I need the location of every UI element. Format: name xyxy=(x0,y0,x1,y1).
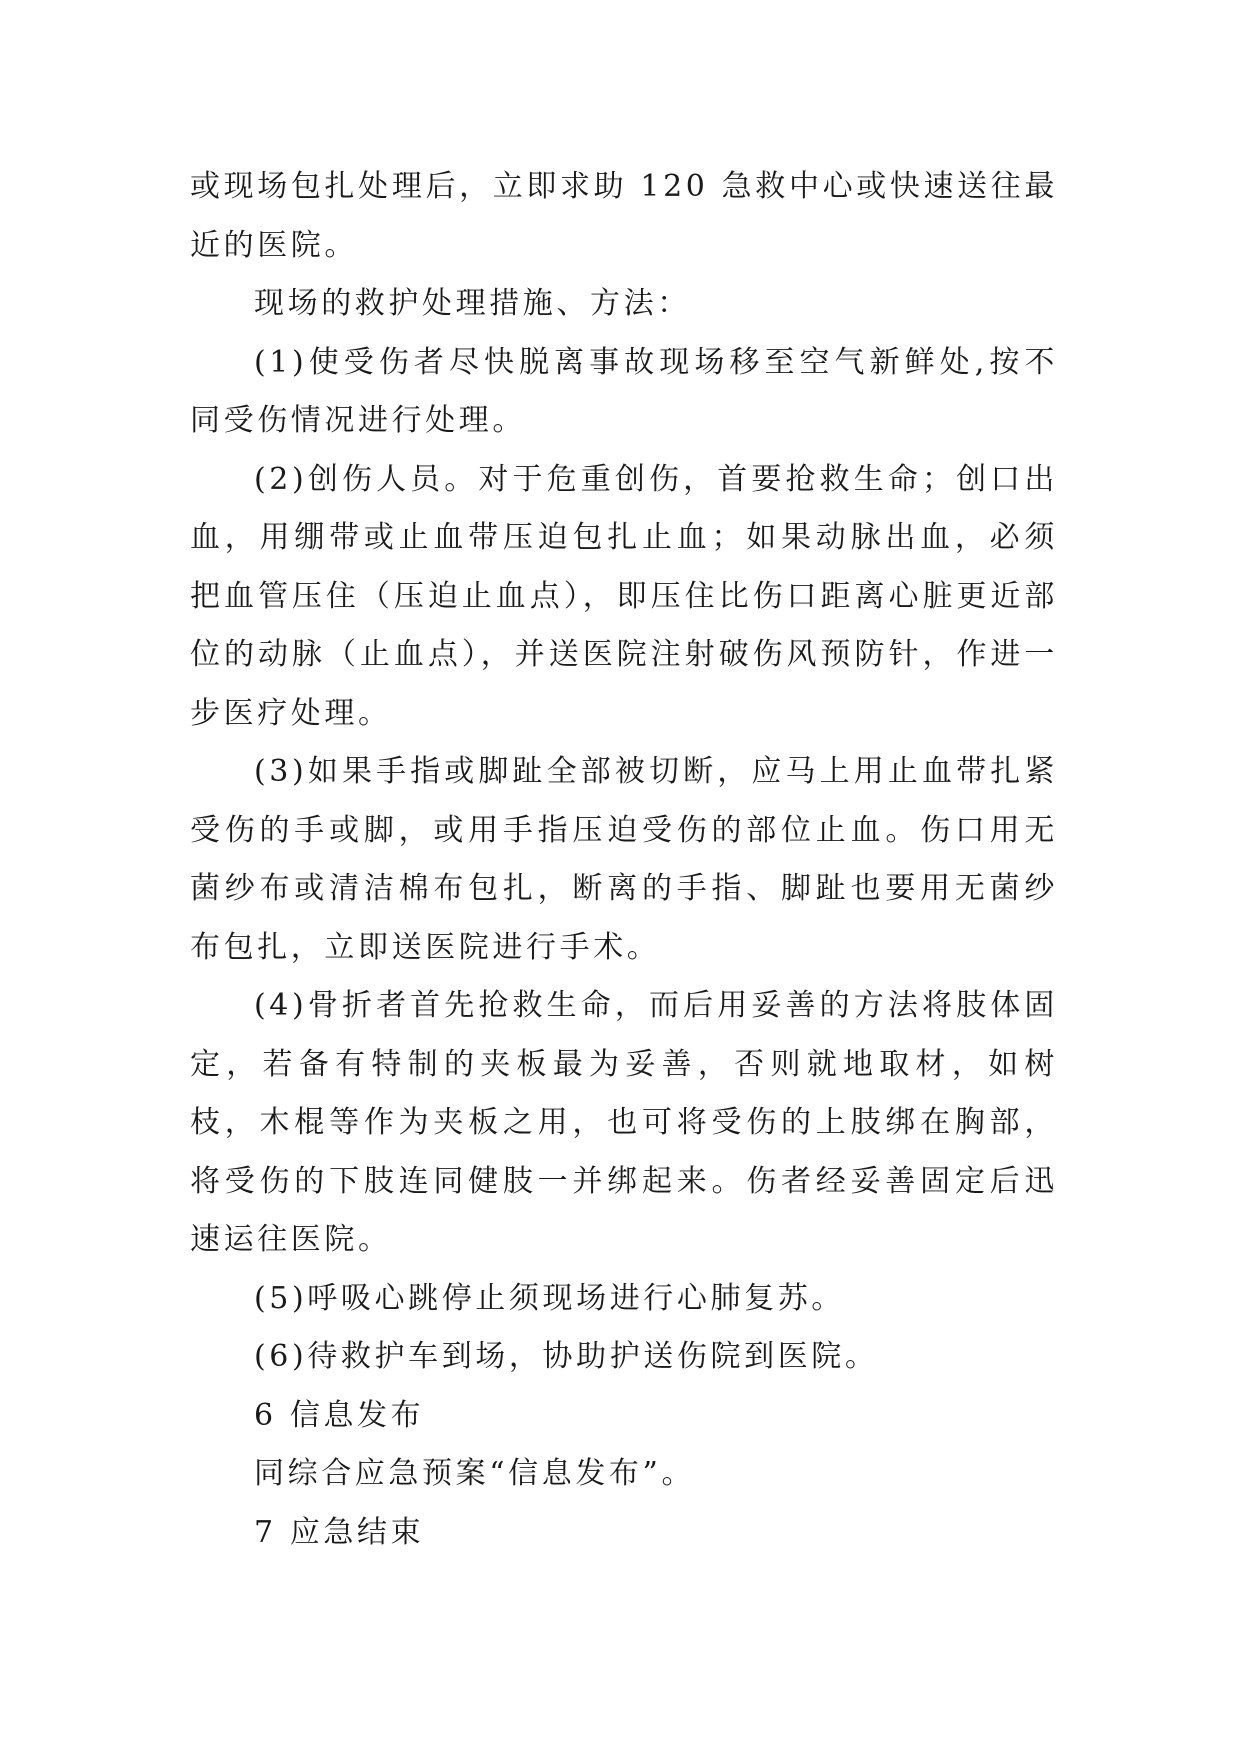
document-body xyxy=(190,158,1058,1562)
paragraph-item-5: (5)呼吸心跳停止须现场进行心肺复苏。 xyxy=(254,1280,845,1316)
paragraph-item-2: (2)创伤人员。对于危重创伤，首要抢救生命；创口出血，用绷带或止血带压迫包扎止血；如果动脉出血，必须把血管压住（压迫止血点），即压住比伤口距离心脏更近部位的动脉（止血点），并送医院注射破伤风预防针，作进一步医疗处理。 xyxy=(190,461,1058,731)
paragraph-item-3: (3)如果手指或脚趾全部被切断，应马上用止血带扎紧受伤的手或脚，或用手指压迫受伤的部位止血。伤口用无菌纱布或清洁棉布包扎，断离的手指、脚趾也要用无菌纱布包扎，立即送医院进行手术。 xyxy=(190,754,1058,965)
section-heading-7: 7 应急结束 xyxy=(254,1514,425,1550)
paragraph-measures-intro: 现场的救护处理措施、方法： xyxy=(254,286,691,321)
paragraph-continuation: 或现场包扎处理后，立即求助 120 急救中心或快速送往最近的医院。 xyxy=(190,169,1058,263)
paragraph-item-4: (4)骨折者首先抢救生命，而后用妥善的方法将肢体固定，若备有特制的夹板最为妥善，否则就地取材，如树枝，木棍等作为夹板之用，也可将受伤的上肢绑在胸部，将受伤的下肢连同健肢一并绑起来。伤者经妥善固定后迅速运往医院。 xyxy=(190,988,1058,1257)
paragraph-item-1: (1)使受伤者尽快脱离事故现场移至空气新鲜处,按不同受伤情况进行处理。 xyxy=(190,344,1058,438)
paragraph-info-release: 同综合应急预案“信息发布”。 xyxy=(254,1456,696,1491)
paragraph-item-6: (6)待救护车到场，协助护送伤院到医院。 xyxy=(254,1339,879,1374)
section-heading-6: 6 信息发布 xyxy=(254,1397,425,1433)
